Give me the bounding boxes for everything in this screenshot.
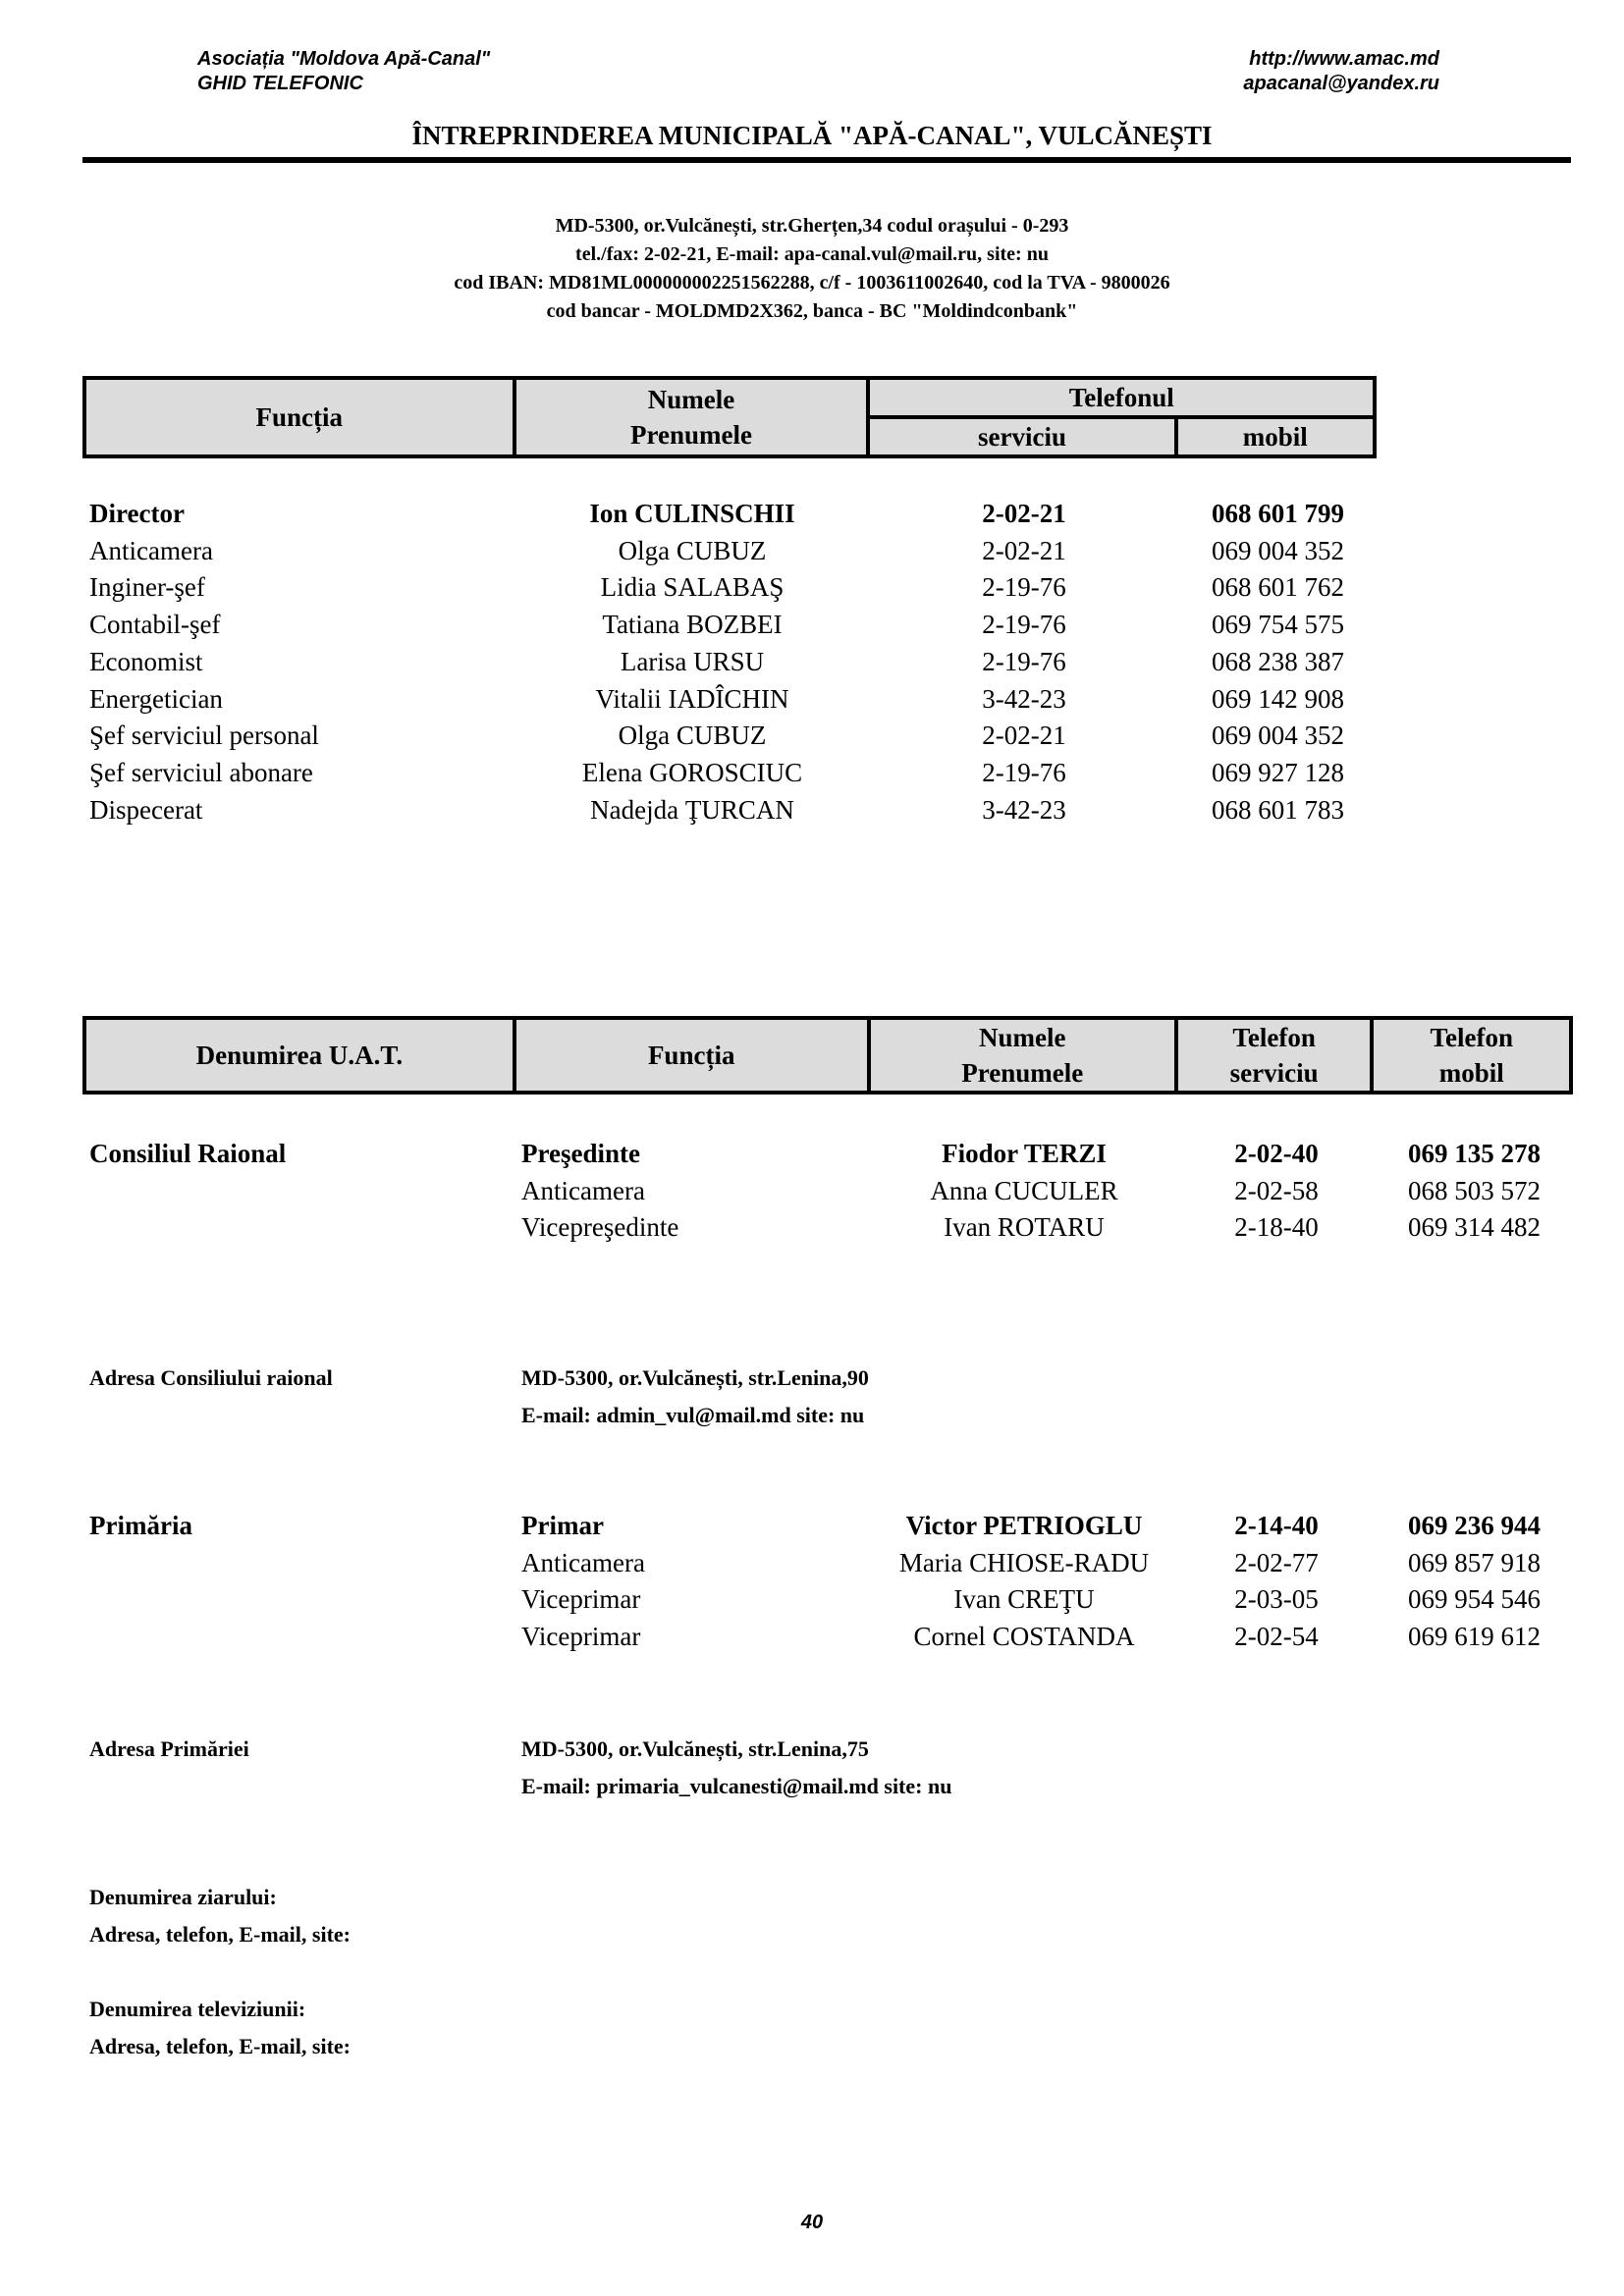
uat-name: Maria CHIOSE-RADU	[898, 1548, 1150, 1577]
staff-name: Tatiana BOZBEI	[602, 610, 783, 639]
header-phone: Telefonul	[868, 378, 1375, 417]
staff-mobile-phone: 068 601 783	[1212, 795, 1344, 825]
staff-function: Şef serviciul personal	[89, 721, 319, 750]
staff-name: Elena GOROSCIUC	[581, 758, 803, 787]
tv-contact: Adresa, telefon, E-mail, site:	[89, 2034, 351, 2058]
staff-name: Larisa URSU	[620, 647, 765, 676]
uat-name: Fiodor TERZI	[942, 1139, 1107, 1168]
uat-service-phone: 2-18-40	[1234, 1212, 1319, 1242]
council-name: Consiliul Raional	[89, 1139, 287, 1168]
council-address-line-2: E-mail: admin_vul@mail.md site: nu	[521, 1403, 865, 1427]
newspaper-label: Denumirea ziarului:	[89, 1885, 277, 1909]
staff-name: Olga CUBUZ	[618, 536, 767, 565]
uat-function: Preşedinte	[521, 1139, 640, 1168]
tv-label: Denumirea televiziunii:	[89, 1997, 306, 2021]
header-email: apacanal@yandex.ru	[1243, 73, 1439, 94]
uat-mobile-phone: 069 954 546	[1408, 1584, 1541, 1614]
title-divider	[82, 157, 1571, 163]
staff-service-phone: 2-02-21	[982, 499, 1066, 528]
header-uat: Denumirea U.A.T.	[84, 1018, 514, 1093]
company-info-line-1: MD-5300, or.Vulcănești, str.Gherțen,34 codul orașului - 0-293	[555, 215, 1069, 237]
header-url: http://www.amac.md	[1249, 48, 1439, 70]
staff-table-header	[82, 376, 1377, 458]
staff-name: Vitalii IADÎCHIN	[595, 684, 789, 714]
council-address-line-1: MD-5300, or.Vulcănești, str.Lenina,90	[521, 1365, 869, 1390]
uat-function: Viceprimar	[521, 1584, 641, 1614]
staff-name: Lidia SALABAŞ	[600, 572, 785, 602]
staff-mobile-phone: 068 601 762	[1212, 572, 1344, 602]
company-info-line-3: cod IBAN: MD81ML000000002251562288, c/f - 1003611002640, cod la TVA - 9800026	[454, 272, 1170, 294]
header-guide: GHID TELEFONIC	[197, 73, 363, 94]
uat-service-phone: 2-02-54	[1234, 1622, 1319, 1651]
mayoralty-address-label: Adresa Primăriei	[89, 1736, 249, 1761]
staff-service-phone: 2-19-76	[982, 758, 1066, 787]
company-info-line-2: tel./fax: 2-02-21, E-mail: apa-canal.vul@mail.ru, site: nu	[575, 243, 1049, 265]
council-address-label: Adresa Consiliului raional	[89, 1365, 333, 1390]
uat-function: Viceprimar	[521, 1622, 641, 1651]
staff-name: Ion CULINSCHII	[589, 499, 795, 528]
uat-mobile-phone: 069 857 918	[1408, 1548, 1541, 1577]
page-number: 40	[800, 2212, 824, 2233]
uat-mobile-phone: 069 236 944	[1408, 1511, 1541, 1540]
staff-mobile-phone: 069 004 352	[1212, 536, 1344, 565]
header-org: Asociația "Moldova Apă-Canal"	[197, 48, 491, 70]
staff-function: Anticamera	[89, 536, 213, 565]
mayoralty-address-line-1: MD-5300, or.Vulcănești, str.Lenina,75	[521, 1736, 869, 1761]
staff-function: Dispecerat	[89, 795, 203, 825]
company-info-line-4: cod bancar - MOLDMD2X362, banca - BC "Moldindconbank"	[546, 300, 1078, 322]
staff-name: Nadejda ŢURCAN	[590, 795, 794, 825]
header-mobile: mobil	[1176, 417, 1375, 456]
staff-service-phone: 2-02-21	[982, 536, 1066, 565]
staff-mobile-phone: 068 238 387	[1212, 647, 1344, 676]
staff-mobile-phone: 069 927 128	[1212, 758, 1344, 787]
uat-service-phone: 2-02-77	[1234, 1548, 1319, 1577]
uat-service-phone: 2-03-05	[1234, 1584, 1319, 1614]
header-service: serviciu	[868, 417, 1175, 456]
staff-function: Inginer-şef	[89, 572, 205, 602]
uat-mobile-phone: 068 503 572	[1408, 1176, 1541, 1205]
uat-function: Anticamera	[521, 1548, 645, 1577]
uat-service-phone: 2-02-40	[1234, 1139, 1319, 1168]
staff-function: Economist	[89, 647, 203, 676]
header-uat-service: Telefon serviciu	[1176, 1018, 1373, 1093]
staff-service-phone: 2-19-76	[982, 647, 1066, 676]
staff-function: Energetician	[89, 684, 223, 714]
header-function: Funcția	[84, 378, 514, 456]
staff-function: Contabil-şef	[89, 610, 221, 639]
header-name: Numele Prenumele	[514, 378, 869, 456]
staff-service-phone: 3-42-23	[982, 795, 1066, 825]
uat-mobile-phone: 069 135 278	[1408, 1139, 1541, 1168]
uat-function: Vicepreşedinte	[521, 1212, 679, 1242]
uat-service-phone: 2-02-58	[1234, 1176, 1319, 1205]
staff-service-phone: 2-19-76	[982, 610, 1066, 639]
staff-function: Şef serviciul abonare	[89, 758, 313, 787]
staff-mobile-phone: 069 004 352	[1212, 721, 1344, 750]
mayoralty-name: Primăria	[89, 1511, 192, 1540]
staff-service-phone: 2-19-76	[982, 572, 1066, 602]
uat-service-phone: 2-14-40	[1234, 1511, 1319, 1540]
staff-mobile-phone: 069 142 908	[1212, 684, 1344, 714]
uat-name: Ivan ROTARU	[944, 1212, 1105, 1242]
uat-name: Anna CUCULER	[930, 1176, 1118, 1205]
staff-mobile-phone: 069 754 575	[1212, 610, 1344, 639]
newspaper-contact: Adresa, telefon, E-mail, site:	[89, 1922, 351, 1947]
page-title: ÎNTREPRINDEREA MUNICIPALĂ "APĂ-CANAL", VULCĂNEȘTI	[411, 121, 1213, 150]
uat-mobile-phone: 069 314 482	[1408, 1212, 1541, 1242]
staff-mobile-phone: 068 601 799	[1212, 499, 1344, 528]
uat-name: Victor PETRIOGLU	[905, 1511, 1143, 1540]
uat-table-header	[82, 1016, 1573, 1095]
uat-function: Anticamera	[521, 1176, 645, 1205]
staff-service-phone: 2-02-21	[982, 721, 1066, 750]
staff-name: Olga CUBUZ	[618, 721, 767, 750]
uat-name: Cornel COSTANDA	[913, 1622, 1135, 1651]
uat-function: Primar	[521, 1511, 604, 1540]
uat-mobile-phone: 069 619 612	[1408, 1622, 1541, 1651]
uat-name: Ivan CREŢU	[953, 1584, 1095, 1614]
staff-function: Director	[89, 499, 185, 528]
header-uat-name: Numele Prenumele	[869, 1018, 1176, 1093]
header-uat-function: Funcția	[514, 1018, 869, 1093]
staff-service-phone: 3-42-23	[982, 684, 1066, 714]
header-uat-mobile: Telefon mobil	[1372, 1018, 1571, 1093]
mayoralty-address-line-2: E-mail: primaria_vulcanesti@mail.md site: nu	[521, 1774, 952, 1798]
